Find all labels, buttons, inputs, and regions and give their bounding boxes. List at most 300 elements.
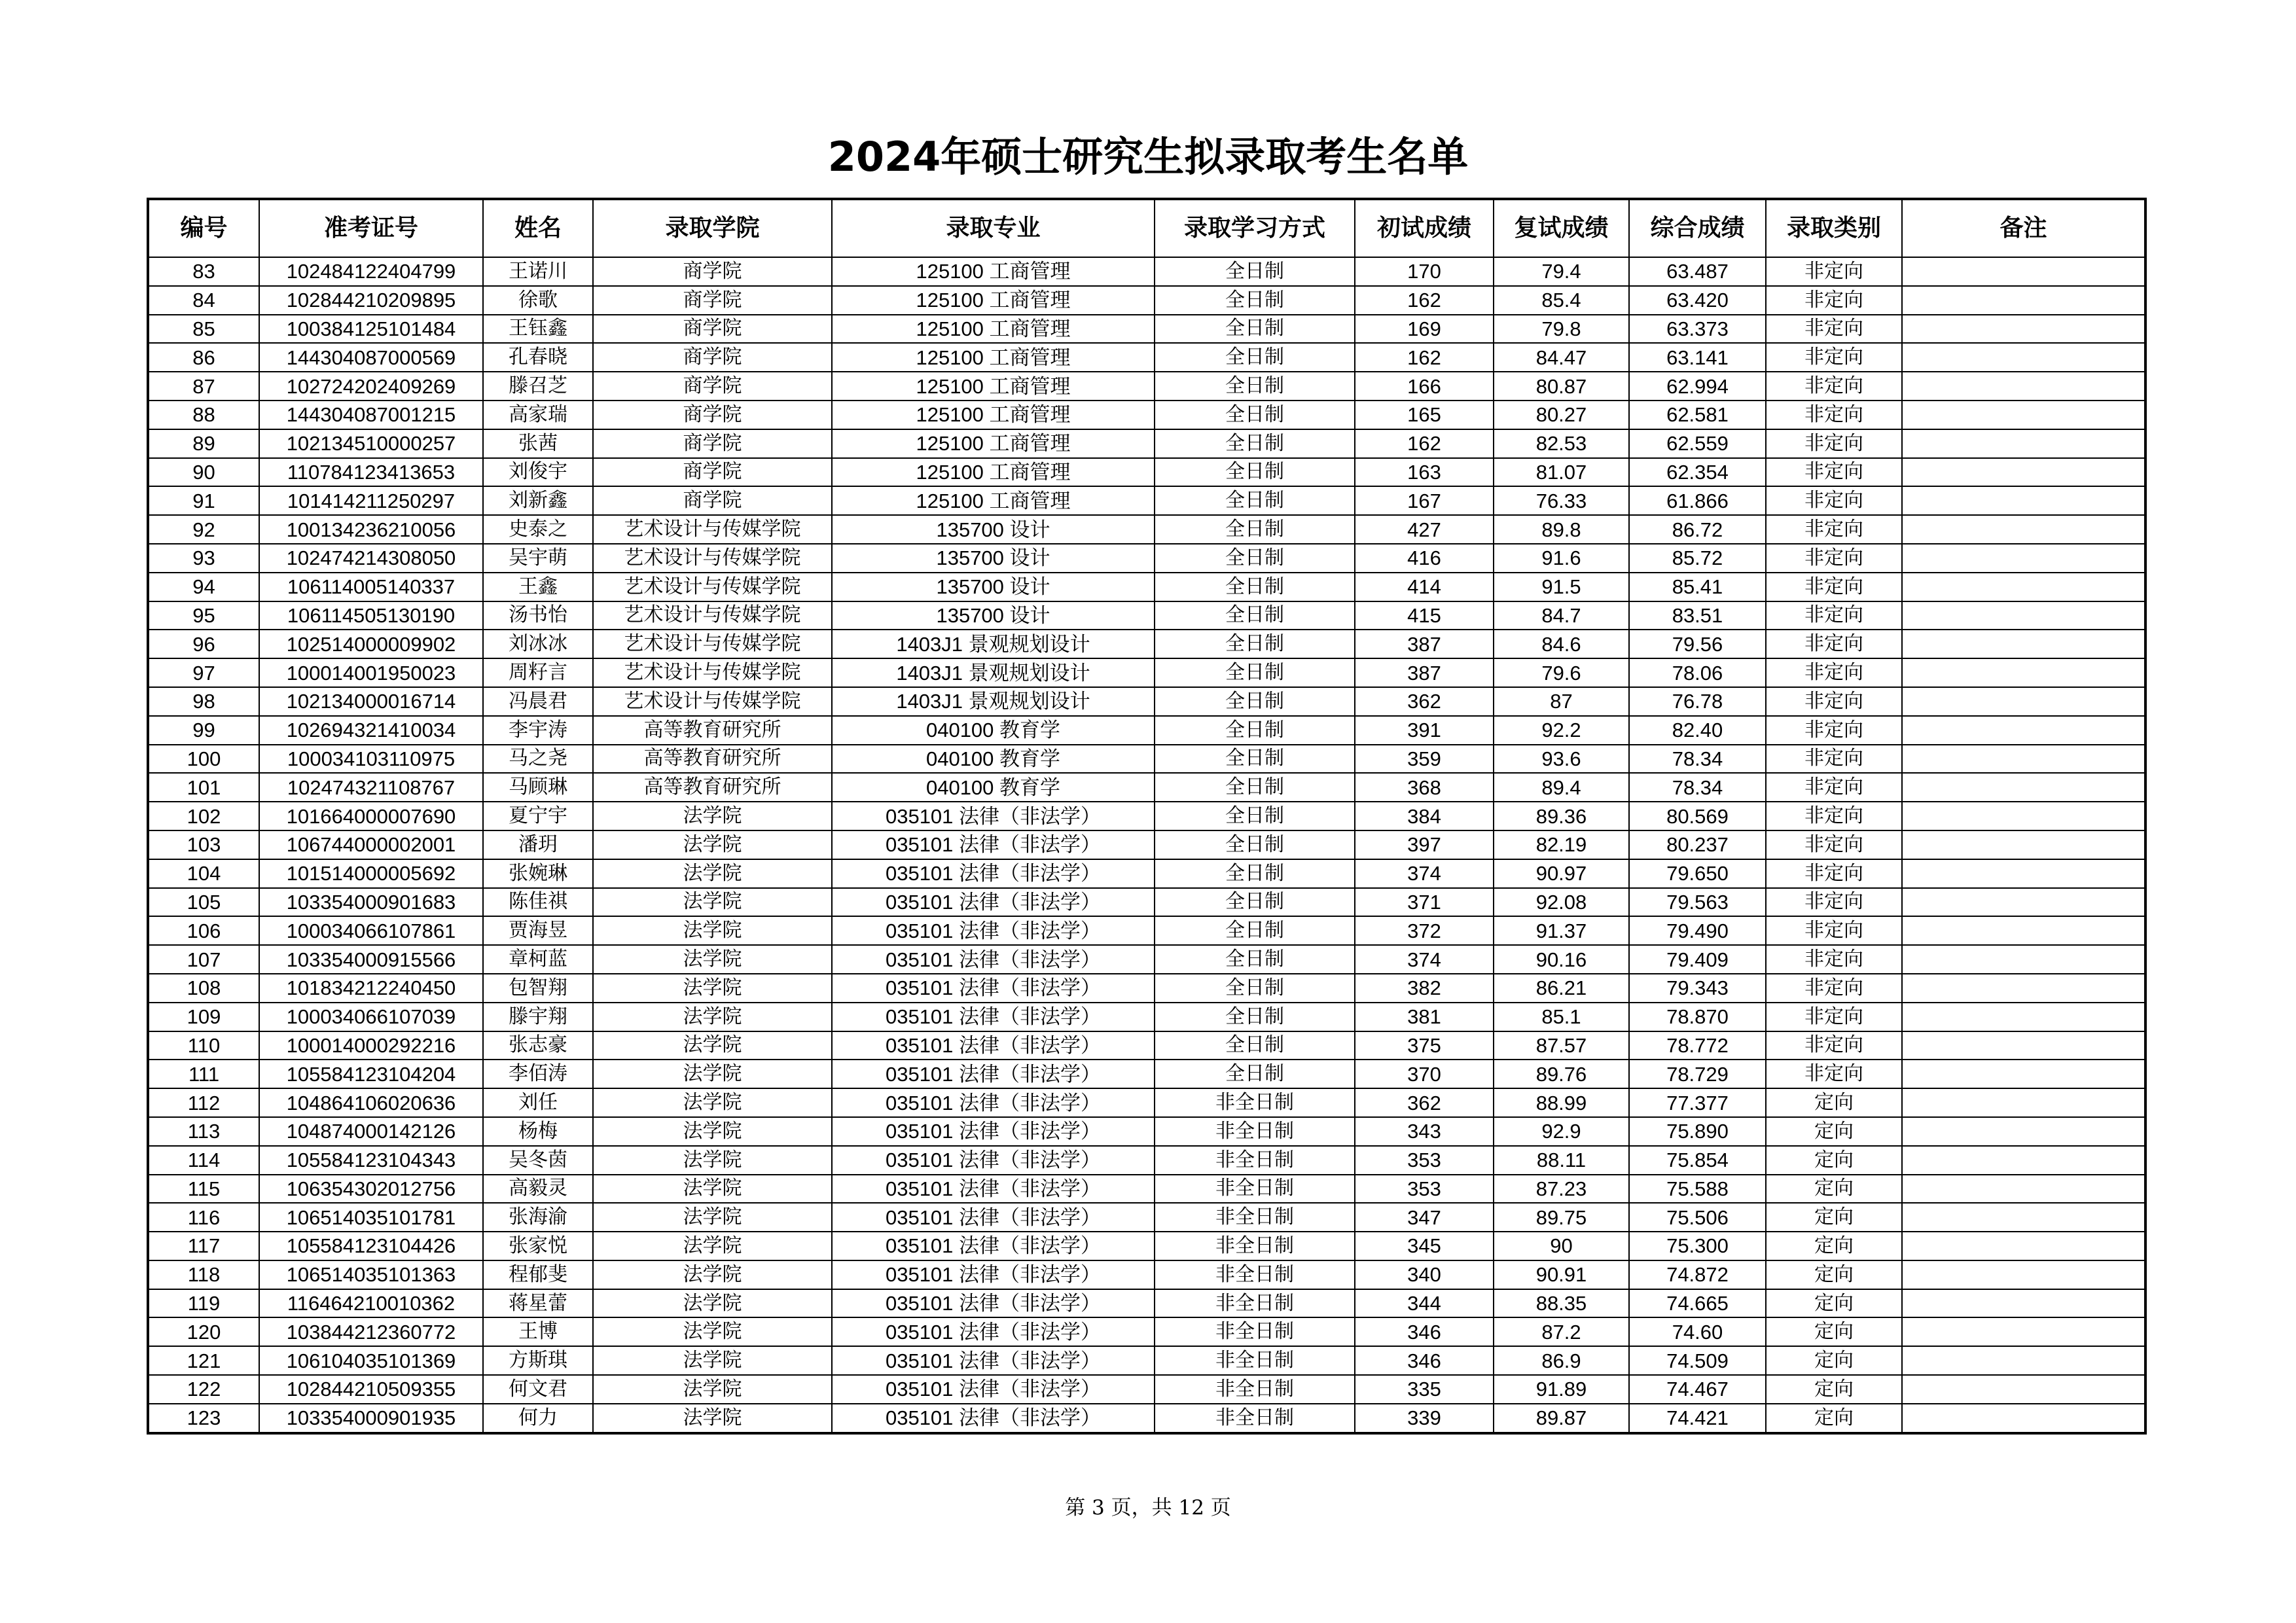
cell-name: 陈佳祺 — [483, 888, 593, 917]
table-row — [148, 745, 2145, 774]
cell-college: 法学院 — [593, 1404, 832, 1433]
cell-remarks — [1902, 630, 2145, 658]
cell-total-score: 74.467 — [1629, 1375, 1766, 1404]
table-body — [148, 257, 2145, 1433]
header-college: 录取学院 — [593, 199, 832, 257]
cell-initial-score: 165 — [1355, 401, 1494, 429]
cell-college: 法学院 — [593, 1346, 832, 1375]
cell-study-mode: 全日制 — [1155, 429, 1355, 458]
table-row — [148, 573, 2145, 601]
table-row — [148, 1289, 2145, 1318]
cell-retest-score: 84.7 — [1494, 601, 1629, 630]
cell-remarks — [1902, 888, 2145, 917]
cell-exam-id: 101664000007690 — [259, 802, 483, 830]
cell-remarks — [1902, 974, 2145, 1003]
cell-total-score: 75.506 — [1629, 1203, 1766, 1232]
cell-number: 122 — [148, 1375, 259, 1404]
cell-major: 1403J1 景观规划设计 — [832, 687, 1155, 716]
cell-category: 非定向 — [1766, 1031, 1902, 1060]
cell-study-mode: 全日制 — [1155, 458, 1355, 487]
cell-retest-score: 91.89 — [1494, 1375, 1629, 1404]
cell-major: 125100 工商管理 — [832, 372, 1155, 401]
cell-college: 商学院 — [593, 458, 832, 487]
cell-study-mode: 全日制 — [1155, 745, 1355, 774]
cell-college: 商学院 — [593, 486, 832, 515]
cell-number: 85 — [148, 315, 259, 344]
cell-major: 035101 法律（非法学） — [832, 1232, 1155, 1260]
cell-major: 035101 法律（非法学） — [832, 974, 1155, 1003]
cell-exam-id: 104864106020636 — [259, 1088, 483, 1117]
cell-name: 汤书怡 — [483, 601, 593, 630]
cell-number: 114 — [148, 1146, 259, 1175]
cell-category: 非定向 — [1766, 1060, 1902, 1088]
cell-initial-score: 170 — [1355, 257, 1494, 286]
cell-college: 艺术设计与传媒学院 — [593, 573, 832, 601]
cell-study-mode: 全日制 — [1155, 888, 1355, 917]
table-row — [148, 888, 2145, 917]
cell-initial-score: 397 — [1355, 830, 1494, 859]
table-row — [148, 830, 2145, 859]
cell-category: 非定向 — [1766, 888, 1902, 917]
cell-major: 125100 工商管理 — [832, 458, 1155, 487]
cell-total-score: 79.490 — [1629, 916, 1766, 945]
cell-college: 高等教育研究所 — [593, 773, 832, 802]
cell-remarks — [1902, 1060, 2145, 1088]
cell-major: 035101 法律（非法学） — [832, 1260, 1155, 1289]
cell-initial-score: 362 — [1355, 1088, 1494, 1117]
cell-study-mode: 全日制 — [1155, 1031, 1355, 1060]
table-row — [148, 372, 2145, 401]
table-row — [148, 859, 2145, 888]
cell-number: 88 — [148, 401, 259, 429]
cell-initial-score: 345 — [1355, 1232, 1494, 1260]
cell-initial-score: 415 — [1355, 601, 1494, 630]
cell-initial-score: 347 — [1355, 1203, 1494, 1232]
cell-retest-score: 87.2 — [1494, 1317, 1629, 1346]
cell-retest-score: 79.4 — [1494, 257, 1629, 286]
cell-major: 035101 法律（非法学） — [832, 1003, 1155, 1031]
cell-number: 117 — [148, 1232, 259, 1260]
cell-initial-score: 414 — [1355, 573, 1494, 601]
cell-exam-id: 103354000901683 — [259, 888, 483, 917]
cell-major: 035101 法律（非法学） — [832, 1175, 1155, 1204]
cell-college: 法学院 — [593, 802, 832, 830]
table-row — [148, 601, 2145, 630]
cell-exam-id: 110784123413653 — [259, 458, 483, 487]
cell-retest-score: 89.87 — [1494, 1404, 1629, 1433]
cell-initial-score: 387 — [1355, 630, 1494, 658]
cell-college: 法学院 — [593, 1232, 832, 1260]
cell-retest-score: 82.19 — [1494, 830, 1629, 859]
table-row — [148, 974, 2145, 1003]
cell-total-score: 78.34 — [1629, 773, 1766, 802]
cell-retest-score: 88.99 — [1494, 1088, 1629, 1117]
cell-initial-score: 162 — [1355, 343, 1494, 372]
cell-name: 刘冰冰 — [483, 630, 593, 658]
table-row — [148, 1003, 2145, 1031]
cell-initial-score: 353 — [1355, 1146, 1494, 1175]
cell-retest-score: 91.6 — [1494, 544, 1629, 573]
cell-retest-score: 90.16 — [1494, 945, 1629, 974]
cell-college: 法学院 — [593, 1031, 832, 1060]
cell-exam-id: 102844210509355 — [259, 1375, 483, 1404]
cell-college: 法学院 — [593, 859, 832, 888]
cell-initial-score: 387 — [1355, 658, 1494, 687]
cell-study-mode: 全日制 — [1155, 974, 1355, 1003]
cell-exam-id: 103354000901935 — [259, 1404, 483, 1433]
cell-initial-score: 162 — [1355, 429, 1494, 458]
cell-remarks — [1902, 1117, 2145, 1146]
cell-study-mode: 全日制 — [1155, 687, 1355, 716]
cell-initial-score: 381 — [1355, 1003, 1494, 1031]
cell-number: 110 — [148, 1031, 259, 1060]
cell-study-mode: 非全日制 — [1155, 1375, 1355, 1404]
cell-name: 张家悦 — [483, 1232, 593, 1260]
cell-major: 135700 设计 — [832, 601, 1155, 630]
table-row — [148, 630, 2145, 658]
cell-initial-score: 371 — [1355, 888, 1494, 917]
header-category: 录取类别 — [1766, 199, 1902, 257]
cell-total-score: 79.343 — [1629, 974, 1766, 1003]
cell-initial-score: 370 — [1355, 1060, 1494, 1088]
cell-total-score: 62.559 — [1629, 429, 1766, 458]
cell-major: 035101 法律（非法学） — [832, 1146, 1155, 1175]
cell-name: 史泰之 — [483, 515, 593, 544]
cell-number: 111 — [148, 1060, 259, 1088]
cell-name: 张海渝 — [483, 1203, 593, 1232]
cell-college: 高等教育研究所 — [593, 716, 832, 745]
cell-number: 86 — [148, 343, 259, 372]
cell-retest-score: 92.2 — [1494, 716, 1629, 745]
cell-number: 109 — [148, 1003, 259, 1031]
cell-exam-id: 102474214308050 — [259, 544, 483, 573]
cell-study-mode: 全日制 — [1155, 257, 1355, 286]
cell-number: 83 — [148, 257, 259, 286]
cell-exam-id: 116464210010362 — [259, 1289, 483, 1318]
cell-total-score: 75.588 — [1629, 1175, 1766, 1204]
cell-initial-score: 340 — [1355, 1260, 1494, 1289]
cell-retest-score: 92.08 — [1494, 888, 1629, 917]
cell-remarks — [1902, 830, 2145, 859]
cell-category: 非定向 — [1766, 286, 1902, 315]
cell-college: 法学院 — [593, 1375, 832, 1404]
cell-number: 97 — [148, 658, 259, 687]
cell-number: 115 — [148, 1175, 259, 1204]
cell-retest-score: 88.11 — [1494, 1146, 1629, 1175]
cell-remarks — [1902, 257, 2145, 286]
cell-remarks — [1902, 1289, 2145, 1318]
cell-category: 非定向 — [1766, 745, 1902, 774]
cell-study-mode: 全日制 — [1155, 945, 1355, 974]
cell-college: 商学院 — [593, 343, 832, 372]
cell-initial-score: 427 — [1355, 515, 1494, 544]
cell-retest-score: 91.5 — [1494, 573, 1629, 601]
cell-total-score: 61.866 — [1629, 486, 1766, 515]
cell-study-mode: 全日制 — [1155, 573, 1355, 601]
cell-category: 定向 — [1766, 1317, 1902, 1346]
cell-major: 125100 工商管理 — [832, 429, 1155, 458]
cell-name: 王钰鑫 — [483, 315, 593, 344]
cell-name: 何力 — [483, 1404, 593, 1433]
cell-number: 112 — [148, 1088, 259, 1117]
cell-study-mode: 全日制 — [1155, 802, 1355, 830]
table-row — [148, 1260, 2145, 1289]
cell-number: 120 — [148, 1317, 259, 1346]
cell-study-mode: 全日制 — [1155, 830, 1355, 859]
cell-name: 孔春晓 — [483, 343, 593, 372]
cell-major: 035101 法律（非法学） — [832, 945, 1155, 974]
cell-study-mode: 非全日制 — [1155, 1088, 1355, 1117]
cell-exam-id: 100384125101484 — [259, 315, 483, 344]
cell-name: 吴宇萌 — [483, 544, 593, 573]
cell-category: 非定向 — [1766, 630, 1902, 658]
cell-major: 035101 法律（非法学） — [832, 916, 1155, 945]
cell-name: 张志豪 — [483, 1031, 593, 1060]
cell-name: 周籽言 — [483, 658, 593, 687]
cell-total-score: 85.41 — [1629, 573, 1766, 601]
cell-study-mode: 全日制 — [1155, 630, 1355, 658]
cell-retest-score: 90.97 — [1494, 859, 1629, 888]
cell-college: 法学院 — [593, 1175, 832, 1204]
cell-initial-score: 375 — [1355, 1031, 1494, 1060]
cell-study-mode: 全日制 — [1155, 372, 1355, 401]
cell-number: 93 — [148, 544, 259, 573]
cell-study-mode: 全日制 — [1155, 343, 1355, 372]
cell-exam-id: 101414211250297 — [259, 486, 483, 515]
cell-name: 马顾琳 — [483, 773, 593, 802]
cell-name: 马之尧 — [483, 745, 593, 774]
cell-initial-score: 391 — [1355, 716, 1494, 745]
cell-name: 徐歌 — [483, 286, 593, 315]
cell-number: 96 — [148, 630, 259, 658]
cell-number: 113 — [148, 1117, 259, 1146]
cell-category: 非定向 — [1766, 544, 1902, 573]
cell-remarks — [1902, 315, 2145, 344]
cell-retest-score: 89.76 — [1494, 1060, 1629, 1088]
cell-name: 冯晨君 — [483, 687, 593, 716]
cell-number: 119 — [148, 1289, 259, 1318]
table-header-row — [148, 199, 2145, 257]
cell-retest-score: 82.53 — [1494, 429, 1629, 458]
cell-number: 91 — [148, 486, 259, 515]
cell-exam-id: 102514000009902 — [259, 630, 483, 658]
cell-total-score: 78.06 — [1629, 658, 1766, 687]
cell-initial-score: 339 — [1355, 1404, 1494, 1433]
cell-exam-id: 100034066107861 — [259, 916, 483, 945]
cell-remarks — [1902, 945, 2145, 974]
cell-name: 刘任 — [483, 1088, 593, 1117]
cell-exam-id: 100014000292216 — [259, 1031, 483, 1060]
cell-college: 法学院 — [593, 1117, 832, 1146]
cell-retest-score: 86.9 — [1494, 1346, 1629, 1375]
table-row — [148, 1346, 2145, 1375]
cell-exam-id: 100014001950023 — [259, 658, 483, 687]
cell-major: 125100 工商管理 — [832, 401, 1155, 429]
cell-remarks — [1902, 1232, 2145, 1260]
table-row — [148, 716, 2145, 745]
cell-number: 104 — [148, 859, 259, 888]
cell-exam-id: 106744000002001 — [259, 830, 483, 859]
cell-exam-id: 104874000142126 — [259, 1117, 483, 1146]
cell-total-score: 63.373 — [1629, 315, 1766, 344]
cell-remarks — [1902, 1175, 2145, 1204]
cell-category: 非定向 — [1766, 716, 1902, 745]
cell-total-score: 74.60 — [1629, 1317, 1766, 1346]
cell-exam-id: 106514035101781 — [259, 1203, 483, 1232]
page-footer: 第 3 页，共 12 页 — [1065, 1496, 1231, 1520]
cell-category: 非定向 — [1766, 601, 1902, 630]
cell-name: 张茜 — [483, 429, 593, 458]
cell-major: 035101 法律（非法学） — [832, 1317, 1155, 1346]
cell-initial-score: 167 — [1355, 486, 1494, 515]
cell-major: 040100 教育学 — [832, 745, 1155, 774]
cell-remarks — [1902, 745, 2145, 774]
cell-category: 非定向 — [1766, 343, 1902, 372]
cell-exam-id: 103354000915566 — [259, 945, 483, 974]
cell-major: 125100 工商管理 — [832, 257, 1155, 286]
cell-number: 89 — [148, 429, 259, 458]
cell-total-score: 78.729 — [1629, 1060, 1766, 1088]
cell-name: 高家瑞 — [483, 401, 593, 429]
cell-major: 035101 法律（非法学） — [832, 1346, 1155, 1375]
table-row — [148, 544, 2145, 573]
cell-category: 非定向 — [1766, 401, 1902, 429]
cell-name: 张婉琳 — [483, 859, 593, 888]
cell-retest-score: 79.6 — [1494, 658, 1629, 687]
cell-name: 章柯蓝 — [483, 945, 593, 974]
cell-number: 121 — [148, 1346, 259, 1375]
table-row — [148, 1375, 2145, 1404]
cell-college: 法学院 — [593, 1146, 832, 1175]
cell-category: 非定向 — [1766, 945, 1902, 974]
cell-number: 102 — [148, 802, 259, 830]
cell-study-mode: 全日制 — [1155, 315, 1355, 344]
cell-college: 法学院 — [593, 916, 832, 945]
cell-major: 035101 法律（非法学） — [832, 1375, 1155, 1404]
cell-category: 非定向 — [1766, 830, 1902, 859]
header-retest-score: 复试成绩 — [1494, 199, 1629, 257]
header-initial-score: 初试成绩 — [1355, 199, 1494, 257]
cell-number: 116 — [148, 1203, 259, 1232]
cell-category: 定向 — [1766, 1146, 1902, 1175]
cell-initial-score: 353 — [1355, 1175, 1494, 1204]
cell-study-mode: 非全日制 — [1155, 1404, 1355, 1433]
table-row — [148, 286, 2145, 315]
cell-exam-id: 100134236210056 — [259, 515, 483, 544]
cell-number: 92 — [148, 515, 259, 544]
cell-initial-score: 372 — [1355, 916, 1494, 945]
cell-exam-id: 102844210209895 — [259, 286, 483, 315]
cell-name: 方斯琪 — [483, 1346, 593, 1375]
cell-name: 吴冬茵 — [483, 1146, 593, 1175]
cell-total-score: 79.409 — [1629, 945, 1766, 974]
cell-exam-id: 101834212240450 — [259, 974, 483, 1003]
cell-total-score: 75.854 — [1629, 1146, 1766, 1175]
cell-study-mode: 非全日制 — [1155, 1346, 1355, 1375]
table-row — [148, 687, 2145, 716]
cell-initial-score: 382 — [1355, 974, 1494, 1003]
cell-remarks — [1902, 486, 2145, 515]
cell-total-score: 75.300 — [1629, 1232, 1766, 1260]
cell-number: 87 — [148, 372, 259, 401]
cell-initial-score: 169 — [1355, 315, 1494, 344]
cell-exam-id: 105584123104426 — [259, 1232, 483, 1260]
cell-number: 106 — [148, 916, 259, 945]
cell-category: 定向 — [1766, 1232, 1902, 1260]
cell-study-mode: 非全日制 — [1155, 1289, 1355, 1318]
cell-category: 非定向 — [1766, 974, 1902, 1003]
cell-name: 何文君 — [483, 1375, 593, 1404]
cell-study-mode: 全日制 — [1155, 859, 1355, 888]
cell-retest-score: 89.75 — [1494, 1203, 1629, 1232]
cell-major: 135700 设计 — [832, 573, 1155, 601]
cell-name: 刘俊宇 — [483, 458, 593, 487]
cell-remarks — [1902, 1031, 2145, 1060]
cell-exam-id: 102484122404799 — [259, 257, 483, 286]
table-row — [148, 315, 2145, 344]
cell-total-score: 74.509 — [1629, 1346, 1766, 1375]
table-row — [148, 658, 2145, 687]
header-name: 姓名 — [483, 199, 593, 257]
cell-total-score: 80.569 — [1629, 802, 1766, 830]
cell-major: 040100 教育学 — [832, 773, 1155, 802]
header-exam-id: 准考证号 — [259, 199, 483, 257]
cell-total-score: 76.78 — [1629, 687, 1766, 716]
cell-retest-score: 81.07 — [1494, 458, 1629, 487]
cell-name: 滕召芝 — [483, 372, 593, 401]
cell-retest-score: 90 — [1494, 1232, 1629, 1260]
header-study-mode: 录取学习方式 — [1155, 199, 1355, 257]
cell-total-score: 74.421 — [1629, 1404, 1766, 1433]
cell-retest-score: 87 — [1494, 687, 1629, 716]
cell-college: 商学院 — [593, 372, 832, 401]
cell-total-score: 83.51 — [1629, 601, 1766, 630]
cell-category: 非定向 — [1766, 658, 1902, 687]
cell-initial-score: 162 — [1355, 286, 1494, 315]
cell-remarks — [1902, 573, 2145, 601]
cell-retest-score: 87.23 — [1494, 1175, 1629, 1204]
cell-retest-score: 88.35 — [1494, 1289, 1629, 1318]
cell-college: 法学院 — [593, 945, 832, 974]
cell-major: 035101 法律（非法学） — [832, 888, 1155, 917]
cell-exam-id: 144304087001215 — [259, 401, 483, 429]
cell-name: 贾海昱 — [483, 916, 593, 945]
cell-total-score: 63.141 — [1629, 343, 1766, 372]
cell-remarks — [1902, 1088, 2145, 1117]
cell-college: 法学院 — [593, 1289, 832, 1318]
cell-total-score: 79.56 — [1629, 630, 1766, 658]
cell-remarks — [1902, 1003, 2145, 1031]
cell-category: 定向 — [1766, 1375, 1902, 1404]
cell-remarks — [1902, 1317, 2145, 1346]
cell-study-mode: 全日制 — [1155, 1060, 1355, 1088]
page-title: 2024年硕士研究生拟录取考生名单 — [827, 133, 1469, 181]
cell-college: 法学院 — [593, 1088, 832, 1117]
cell-total-score: 77.377 — [1629, 1088, 1766, 1117]
cell-name: 程郁斐 — [483, 1260, 593, 1289]
cell-category: 非定向 — [1766, 573, 1902, 601]
cell-college: 艺术设计与传媒学院 — [593, 658, 832, 687]
cell-total-score: 78.34 — [1629, 745, 1766, 774]
cell-retest-score: 92.9 — [1494, 1117, 1629, 1146]
cell-college: 商学院 — [593, 315, 832, 344]
cell-study-mode: 全日制 — [1155, 658, 1355, 687]
cell-retest-score: 90.91 — [1494, 1260, 1629, 1289]
cell-number: 99 — [148, 716, 259, 745]
cell-major: 035101 法律（非法学） — [832, 859, 1155, 888]
cell-remarks — [1902, 859, 2145, 888]
cell-study-mode: 全日制 — [1155, 716, 1355, 745]
